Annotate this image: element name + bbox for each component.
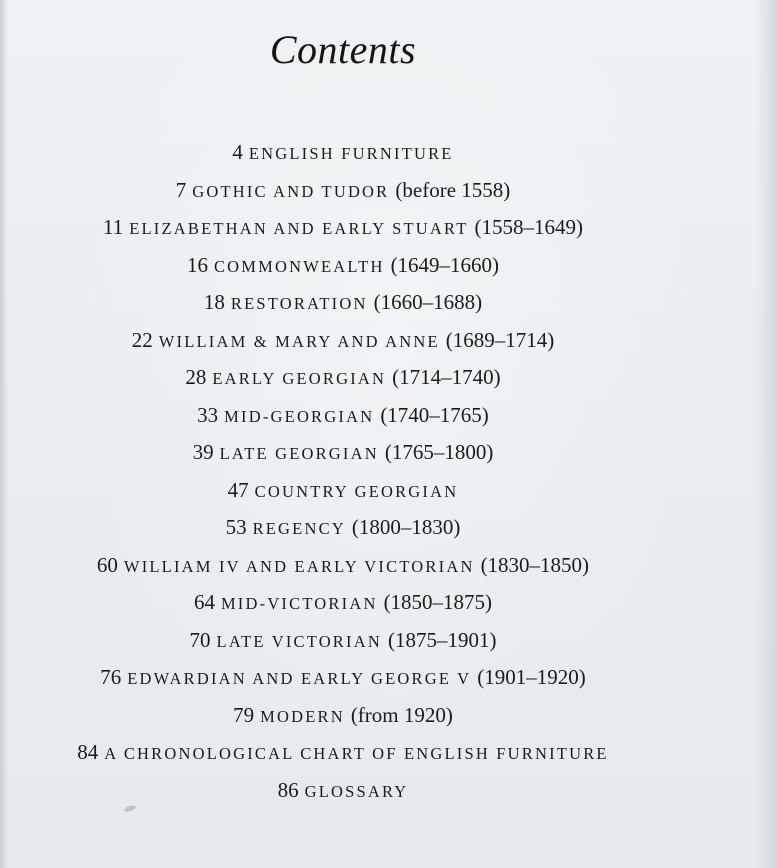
toc-date-range: (1850–1875) (383, 590, 493, 614)
page-edge-shadow-right (755, 0, 777, 868)
toc-page-number: 28 (185, 365, 207, 389)
toc-title: EARLY GEORGIAN (212, 369, 387, 388)
toc-entry (0, 434, 686, 472)
toc-date-range: (1714–1740) (392, 365, 501, 389)
toc-title: MID-GEORGIAN (224, 406, 375, 426)
toc-title: RESTORATION (230, 294, 368, 313)
toc-title: EDWARDIAN AND EARLY GEORGE V (127, 669, 472, 688)
toc-title: LATE GEORGIAN (219, 444, 379, 463)
toc-page-number: 70 (189, 627, 211, 652)
toc-page-number: 60 (96, 552, 118, 577)
toc-entry (0, 472, 686, 510)
toc-title: WILLIAM & MARY AND ANNE (158, 331, 440, 351)
toc-page-number: 39 (192, 440, 214, 464)
toc-entry (0, 397, 686, 435)
toc-page-number: 4 (232, 140, 243, 164)
toc-page-number: 22 (131, 327, 153, 352)
toc-title: COMMONWEALTH (213, 256, 385, 276)
table-of-contents (0, 134, 686, 809)
toc-page-number: 64 (193, 590, 215, 614)
toc-title: GOTHIC AND TUDOR (192, 181, 390, 201)
toc-date-range: (1830–1850) (480, 552, 590, 577)
toc-title: MID-VICTORIAN (220, 594, 378, 613)
toc-title: A CHRONOLOGICAL CHART OF ENGLISH FURNITURE (104, 744, 609, 763)
toc-date-range: (before 1558) (395, 177, 511, 202)
toc-date-range: (1689–1714) (445, 327, 555, 352)
toc-entry (0, 172, 686, 210)
toc-entry (0, 697, 686, 735)
toc-entry (0, 247, 686, 285)
toc-entry (0, 584, 686, 622)
toc-entry (0, 509, 686, 547)
toc-title: GLOSSARY (304, 781, 409, 801)
toc-entry (0, 209, 686, 247)
page-title: Contents (269, 27, 417, 72)
toc-date-range: (1660–1688) (373, 290, 483, 314)
toc-page-number: 16 (186, 252, 208, 277)
toc-entry (0, 734, 686, 772)
toc-date-range: (1558–1649) (474, 215, 583, 239)
toc-title: REGENCY (252, 519, 346, 538)
toc-page-number: 79 (233, 702, 255, 727)
toc-date-range: (1740–1765) (380, 402, 489, 427)
toc-date-range: (1901–1920) (477, 665, 586, 689)
toc-title: MODERN (260, 706, 345, 726)
toc-entry (0, 134, 686, 172)
toc-title: ELIZABETHAN AND EARLY STUART (129, 219, 469, 238)
toc-entry (0, 622, 686, 660)
toc-entry (0, 359, 686, 397)
toc-date-range: (1800–1830) (351, 515, 461, 539)
toc-title: COUNTRY GEORGIAN (254, 481, 459, 501)
toc-date-range: (from 1920) (350, 702, 453, 727)
toc-entry (0, 284, 686, 322)
toc-entry (0, 547, 686, 585)
toc-title: LATE VICTORIAN (216, 631, 382, 651)
toc-entry (0, 772, 686, 810)
toc-date-range: (1649–1660) (390, 252, 500, 277)
toc-entry (0, 322, 686, 360)
toc-page-number: 47 (227, 477, 249, 502)
toc-page-number: 7 (175, 177, 187, 202)
toc-page-number: 86 (277, 777, 299, 802)
toc-title: WILLIAM IV AND EARLY VICTORIAN (123, 556, 475, 576)
toc-page-number: 53 (225, 515, 247, 539)
toc-entry (0, 659, 686, 697)
toc-page-number: 11 (102, 215, 124, 239)
toc-page-number: 84 (77, 740, 99, 764)
toc-title: ENGLISH FURNITURE (248, 144, 454, 163)
toc-page-number: 33 (197, 402, 219, 427)
toc-date-range: (1765–1800) (384, 440, 494, 464)
toc-page-number: 18 (203, 290, 225, 314)
toc-date-range: (1875–1901) (387, 627, 497, 652)
toc-page-number: 76 (100, 665, 122, 689)
